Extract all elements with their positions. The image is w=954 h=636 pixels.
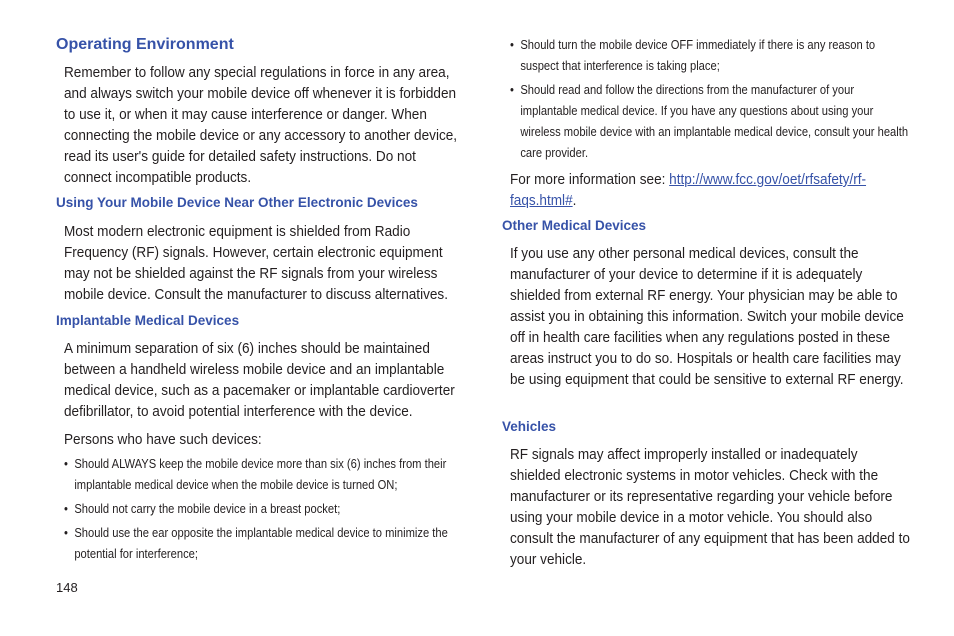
list-item: • Should ALWAYS keep the mobile device more than six (6) inches from their implantable medical device when the mobile device is turned ON;: [64, 453, 466, 495]
page-number: 148: [56, 580, 78, 595]
section-heading-implantable: Implantable Medical Devices: [56, 313, 240, 328]
list-item: • Should use the ear opposite the implantable medical device to minimize the potential for interference;: [64, 522, 466, 564]
fcc-link[interactable]: http://www.fcc.gov/oet/rfsafety/rf-faqs.html#: [510, 172, 867, 209]
more-info-prefix: For more information see:: [510, 172, 670, 188]
section-heading-vehicles: Vehicles: [502, 419, 557, 434]
list-item: • Should turn the mobile device OFF immediately if there is any reason to suspect that interference is taking place;: [510, 34, 912, 76]
section-heading-electronic-devices: Using Your Mobile Device Near Other Electronic Devices: [56, 195, 418, 210]
other-medical-paragraph: If you use any other personal medical devices, consult the manufacturer of your device to determine if it is adequately shielded from external RF energy. Your physician may be able to assist you in obtaining this information. Switch your mobile device off in health care facilities when any regulations posted in these areas instruct you to do so. Hospitals or health care facilities may be using equipment that could be sensitive to external RF energy.: [510, 246, 904, 388]
implantable-bullet-list: [64, 453, 531, 564]
page-title: Operating Environment: [56, 36, 234, 53]
section-heading-other-medical: Other Medical Devices: [502, 218, 647, 233]
intro-paragraph: Remember to follow any special regulations in force in any area, and always switch your mobile device off whenever it is forbidden to use it, or when it may cause interference or danger. When connecting the mobile device or any accessory to another device, read its user's guide for detailed safety instructions. Do not connect incompatible products.: [64, 65, 458, 186]
list-item: • Should read and follow the directions from the manufacturer of your implantable medical device. If you have any questions about using your wireless mobile device with an implantable medical device, consult your health care provider.: [510, 79, 912, 163]
device-bullet-list: [510, 34, 954, 163]
list-item: • Should not carry the mobile device in a breast pocket;: [64, 498, 466, 519]
vehicles-paragraph: RF signals may affect improperly installed or inadequately shielded electronic systems in motor vehicles. Check with the manufacturer or its representative regarding your vehicle before using your mobile device in a motor vehicle. You should also consult the manufacturer of any equipment that has been added to your vehicle.: [510, 447, 910, 568]
electronic-devices-paragraph: Most modern electronic equipment is shielded from Radio Frequency (RF) signals. However, certain electronic equipment may not be shielded against the RF signals from your wireless mobile device. Consult the manufacturer to discuss alternatives.: [64, 224, 448, 303]
more-info-paragraph: [510, 170, 891, 212]
more-info-suffix: .: [572, 193, 577, 209]
persons-label: Persons who have such devices:: [64, 432, 262, 448]
implantable-paragraph: A minimum separation of six (6) inches should be maintained between a handheld wireless mobile device and an implantable medical device, such as a pacemaker or implantable cardioverter defibrillator, to avoid potential interference with the device.: [64, 341, 455, 420]
